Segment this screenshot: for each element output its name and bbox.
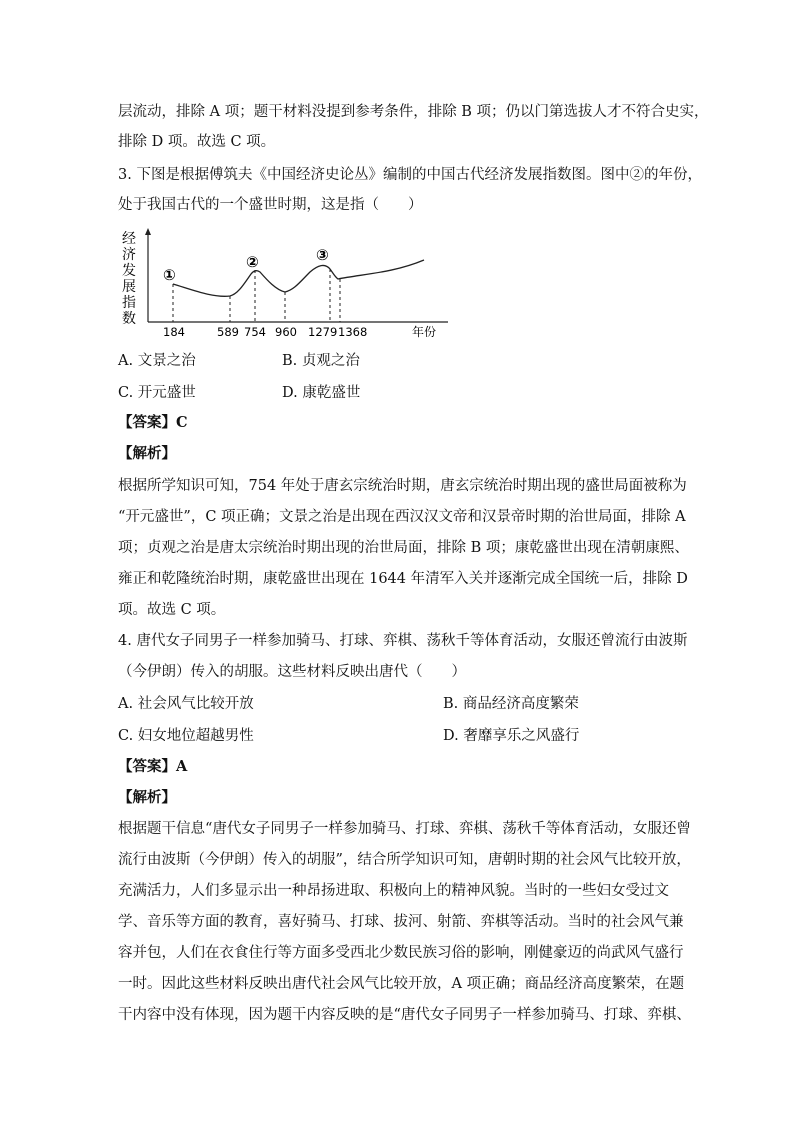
index-curve — [173, 260, 424, 296]
q4-option-c: C. 妇女地位超越男性 — [118, 728, 254, 744]
q4-analysis-line: 学、音乐等方面的教育，喜好骑马、打球、拔河、射箭、弈棋等活动。当时的社会风气兼 — [118, 914, 684, 930]
q4-option-a: A. 社会风气比较开放 — [118, 696, 254, 712]
q4-answer: 【答案】A — [118, 758, 188, 775]
x-tick-label: 754 — [244, 325, 266, 339]
q4-analysis-line: 流行由波斯（今伊朗）传入的胡服”，结合所学知识可知，唐朝时期的社会风气比较开放， — [118, 852, 691, 868]
x-tick-label: 589 — [217, 325, 239, 339]
marker-1: ① — [163, 266, 176, 284]
y-axis-label-char: 发 — [122, 263, 136, 279]
q4-analysis-title: 【解析】 — [118, 789, 176, 806]
y-axis-label-char: 经 — [122, 231, 136, 247]
q3-stem-line: 处于我国古代的一个盛世时期，这是指（ ） — [118, 197, 423, 213]
y-axis-arrow — [145, 228, 151, 235]
q3-option-d: D. 康乾盛世 — [282, 385, 361, 401]
q4-analysis-line: 根据题干信息“唐代女子同男子一样参加骑马、打球、弈棋、荡秋千等体育活动，女服还曾 — [118, 821, 691, 837]
q4-option-b: B. 商品经济高度繁荣 — [443, 696, 579, 712]
q3-option-b: B. 贞观之治 — [282, 353, 360, 369]
q4-analysis-line: 充满活力，人们多显示出一种昂扬进取、积极向上的精神风貌。当时的一些妇女受过文 — [118, 883, 669, 899]
y-axis-label-char: 指 — [122, 295, 136, 311]
x-tick-label: 960 — [275, 325, 297, 339]
marker-2: ② — [246, 253, 259, 271]
text-line: 排除 D 项。故选 C 项。 — [118, 134, 276, 150]
marker-3: ③ — [316, 246, 329, 264]
q3-analysis-line: 项。故选 C 项。 — [118, 602, 226, 618]
x-tick-label: 1279 — [308, 325, 338, 339]
x-axis-label: 年份 — [412, 325, 437, 339]
y-axis-label-char: 数 — [122, 311, 136, 327]
y-axis-label-char: 展 — [122, 279, 136, 295]
x-tick-label: 184 — [163, 325, 185, 339]
q3-option-c: C. 开元盛世 — [118, 385, 196, 401]
q4-option-d: D. 奢靡享乐之风盛行 — [443, 728, 580, 744]
q4-analysis-line: 一时。因此这些材料反映出唐代社会风气比较开放，A 项正确；商品经济高度繁荣，在题 — [118, 976, 685, 992]
y-axis-label-char: 济 — [122, 247, 136, 263]
q3-stem-line: 3. 下图是根据傅筑夫《中国经济史论丛》编制的中国古代经济发展指数图。图中②的年份， — [118, 167, 702, 183]
q4-analysis-line: 容并包，人们在衣食住行等方面多受西北少数民族习俗的影响，刚健豪迈的尚武风气盛行 — [118, 945, 684, 961]
economic-index-chart — [118, 226, 458, 341]
text-line: 层流动，排除 A 项；题干材料没提到参考条件，排除 B 项；仍以门第选拔人才不符合史实， — [118, 104, 709, 120]
q4-analysis-line: 干内容中没有体现，因为题干内容反映的是“唐代女子同男子一样参加骑马、打球、弈棋、 — [118, 1007, 691, 1023]
q3-analysis-line: 雍正和乾隆统治时期，康乾盛世出现在 1644 年清军入关并逐渐完成全国统一后，排除 D — [118, 571, 688, 587]
q3-analysis-line: 根据所学知识可知，754 年处于唐玄宗统治时期，唐玄宗统治时期出现的盛世局面被称为 — [118, 478, 687, 494]
x-tick-label: 1368 — [338, 325, 368, 339]
q3-option-a: A. 文景之治 — [118, 353, 196, 369]
q4-stem-line: （今伊朗）传入的胡服。这些材料反映出唐代（ ） — [118, 664, 466, 680]
q3-analysis-title: 【解析】 — [118, 445, 176, 462]
q3-answer: 【答案】C — [118, 414, 188, 431]
q4-stem-line: 4. 唐代女子同男子一样参加骑马、打球、弈棋、荡秋千等体育活动，女服还曾流行由波斯 — [118, 633, 688, 649]
q3-analysis-line: 项；贞观之治是唐太宗统治时期出现的治世局面，排除 B 项；康乾盛世出现在清朝康熙、 — [118, 540, 689, 556]
q3-analysis-line: “开元盛世”，C 项正确；文景之治是出现在西汉汉文帝和汉景帝时期的治世局面，排除 A — [118, 509, 686, 525]
